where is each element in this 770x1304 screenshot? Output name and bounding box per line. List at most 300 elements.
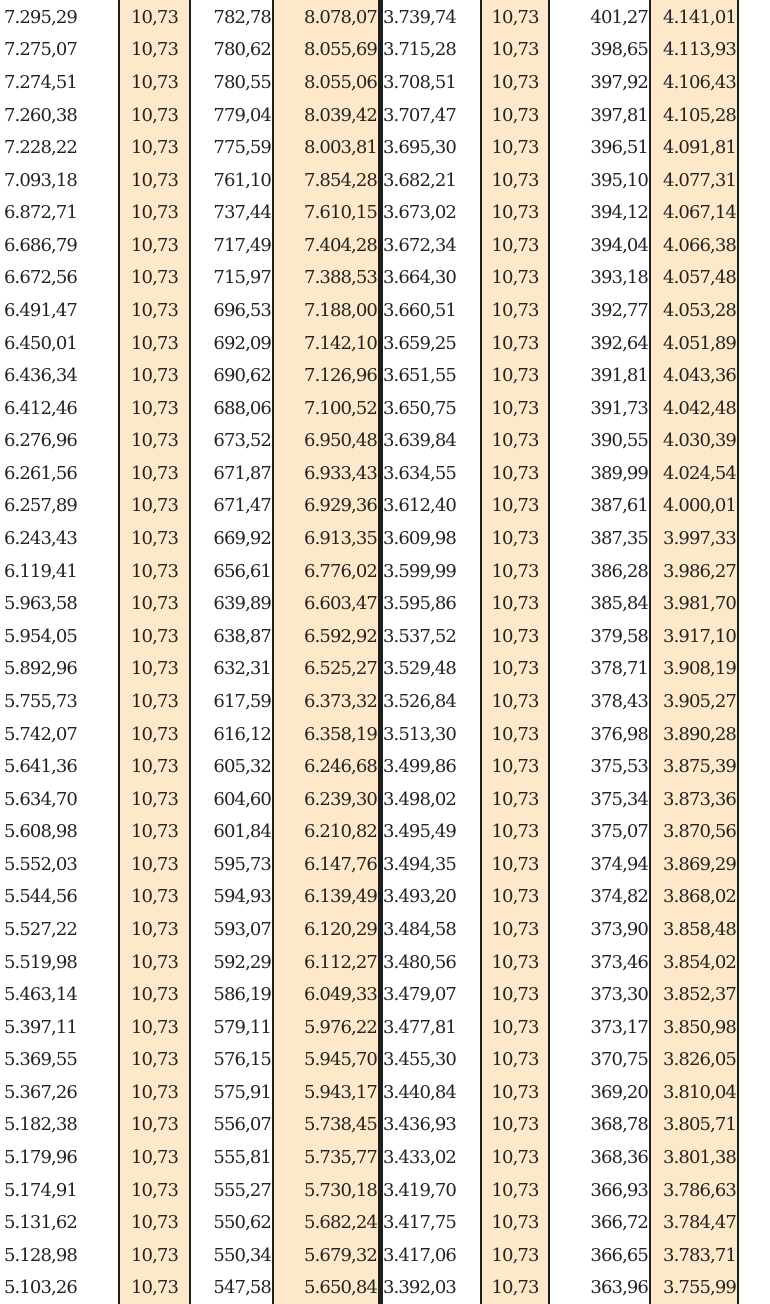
table-cell: 3.526,84	[383, 690, 456, 712]
table-cell: 10,73	[130, 658, 179, 680]
table-cell: 3.905,27	[663, 690, 736, 712]
column-divider	[649, 0, 651, 1304]
table-cell: 10,73	[130, 625, 179, 647]
table-row	[0, 815, 738, 848]
table-cell: 604,60	[213, 788, 271, 810]
table-cell: 3.650,75	[383, 397, 456, 419]
table-cell: 7.388,53	[304, 267, 377, 289]
table-cell: 3.917,10	[663, 625, 736, 647]
table-cell: 10,73	[491, 1016, 539, 1038]
table-cell: 4.113,93	[663, 39, 736, 61]
table-cell: 4.066,38	[663, 234, 736, 256]
table-cell: 10,73	[491, 1277, 539, 1299]
table-cell: 375,07	[590, 821, 648, 843]
table-cell: 3.826,05	[663, 1049, 736, 1071]
table-cell: 5.650,84	[304, 1277, 377, 1299]
table-cell: 3.870,56	[663, 821, 736, 843]
table-cell: 10,73	[491, 169, 539, 191]
table-cell: 10,73	[130, 560, 179, 582]
table-cell: 3.595,86	[383, 593, 456, 615]
table-cell: 555,27	[213, 1179, 271, 1201]
table-cell: 10,73	[130, 1212, 179, 1234]
table-cell: 10,73	[491, 1147, 539, 1169]
table-cell: 10,73	[130, 1277, 179, 1299]
table-cell: 3.480,56	[383, 951, 456, 973]
table-cell: 6.950,48	[304, 430, 377, 452]
table-cell: 397,81	[590, 104, 648, 126]
table-cell: 6.147,76	[304, 853, 377, 875]
table-cell: 5.369,55	[4, 1049, 77, 1071]
table-cell: 10,73	[130, 1147, 179, 1169]
table-cell: 391,81	[590, 365, 648, 387]
table-cell: 10,73	[491, 625, 539, 647]
table-row	[0, 164, 738, 197]
table-cell: 638,87	[213, 625, 271, 647]
table-cell: 6.120,29	[304, 918, 377, 940]
table-cell: 7.093,18	[4, 169, 77, 191]
table-cell: 3.537,52	[383, 625, 456, 647]
table-cell: 7.126,96	[304, 365, 377, 387]
table-cell: 717,49	[213, 234, 271, 256]
table-cell: 671,87	[213, 462, 271, 484]
table-cell: 3.639,84	[383, 430, 456, 452]
table-cell: 3.868,02	[663, 886, 736, 908]
table-cell: 3.392,03	[383, 1277, 456, 1299]
table-cell: 10,73	[130, 593, 179, 615]
table-cell: 3.651,55	[383, 365, 456, 387]
table-cell: 3.695,30	[383, 137, 456, 159]
column-divider	[272, 0, 274, 1304]
table-cell: 4.106,43	[663, 71, 736, 93]
table-cell: 8.055,06	[304, 71, 377, 93]
table-cell: 5.943,17	[304, 1081, 377, 1103]
table-cell: 10,73	[130, 430, 179, 452]
table-row	[0, 848, 738, 881]
table-cell: 374,82	[590, 886, 648, 908]
table-cell: 5.963,58	[4, 593, 77, 615]
table-cell: 555,81	[213, 1147, 271, 1169]
table-cell: 10,73	[130, 1244, 179, 1266]
table-cell: 370,75	[590, 1049, 648, 1071]
table-cell: 5.527,22	[4, 918, 77, 940]
table-cell: 10,73	[130, 1114, 179, 1136]
table-cell: 10,73	[130, 723, 179, 745]
table-cell: 4.141,01	[663, 6, 736, 28]
table-cell: 10,73	[130, 788, 179, 810]
table-cell: 373,46	[590, 951, 648, 973]
table-cell: 550,62	[213, 1212, 271, 1234]
table-cell: 6.776,02	[304, 560, 377, 582]
table-cell: 4.077,31	[663, 169, 736, 191]
table-row	[0, 783, 738, 816]
table-cell: 3.715,28	[383, 39, 456, 61]
group-divider-thick	[378, 0, 383, 1304]
table-cell: 7.404,28	[304, 234, 377, 256]
table-cell: 579,11	[213, 1016, 271, 1038]
table-cell: 6.491,47	[4, 299, 77, 321]
table-cell: 10,73	[491, 495, 539, 517]
table-row	[0, 978, 738, 1011]
table-cell: 374,94	[590, 853, 648, 875]
table-cell: 10,73	[130, 821, 179, 843]
table-cell: 576,15	[213, 1049, 271, 1071]
table-cell: 3.707,47	[383, 104, 456, 126]
table-cell: 7.610,15	[304, 202, 377, 224]
table-cell: 10,73	[130, 71, 179, 93]
table-row	[0, 359, 738, 392]
table-cell: 7.854,28	[304, 169, 377, 191]
table-cell: 6.672,56	[4, 267, 77, 289]
table-cell: 550,34	[213, 1244, 271, 1266]
table-cell: 10,73	[491, 886, 539, 908]
table-cell: 394,04	[590, 234, 648, 256]
table-cell: 5.179,96	[4, 1147, 77, 1169]
table-cell: 10,73	[130, 528, 179, 550]
table-cell: 3.981,70	[663, 593, 736, 615]
table-cell: 373,90	[590, 918, 648, 940]
table-cell: 3.612,40	[383, 495, 456, 517]
table-cell: 671,47	[213, 495, 271, 517]
table-cell: 5.738,45	[304, 1114, 377, 1136]
table-cell: 10,73	[130, 853, 179, 875]
table-cell: 10,73	[491, 397, 539, 419]
table-cell: 4.042,48	[663, 397, 736, 419]
table-row	[0, 1109, 738, 1142]
table-row	[0, 620, 738, 653]
table-cell: 3.417,75	[383, 1212, 456, 1234]
table-cell: 4.091,81	[663, 137, 736, 159]
table-cell: 10,73	[491, 202, 539, 224]
table-cell: 6.929,36	[304, 495, 377, 517]
table-cell: 5.103,26	[4, 1277, 77, 1299]
table-cell: 3.433,02	[383, 1147, 456, 1169]
table-cell: 373,17	[590, 1016, 648, 1038]
table-row	[0, 587, 738, 620]
table-cell: 3.873,36	[663, 788, 736, 810]
table-cell: 10,73	[491, 299, 539, 321]
table-cell: 10,73	[491, 528, 539, 550]
table-row	[0, 66, 738, 99]
table-row	[0, 457, 738, 490]
table-cell: 3.805,71	[663, 1114, 736, 1136]
table-cell: 6.436,34	[4, 365, 77, 387]
table-cell: 10,73	[130, 104, 179, 126]
table-cell: 692,09	[213, 332, 271, 354]
column-divider	[480, 0, 482, 1304]
table-cell: 6.276,96	[4, 430, 77, 452]
table-cell: 3.852,37	[663, 984, 736, 1006]
table-cell: 10,73	[130, 690, 179, 712]
table-cell: 10,73	[491, 560, 539, 582]
table-cell: 5.519,98	[4, 951, 77, 973]
table-cell: 673,52	[213, 430, 271, 452]
table-row	[0, 1272, 738, 1304]
table-cell: 376,98	[590, 723, 648, 745]
table-cell: 3.494,35	[383, 853, 456, 875]
table-cell: 3.495,49	[383, 821, 456, 843]
table-cell: 10,73	[491, 234, 539, 256]
table-cell: 6.373,32	[304, 690, 377, 712]
table-cell: 761,10	[213, 169, 271, 191]
table-cell: 10,73	[491, 788, 539, 810]
table-cell: 3.858,48	[663, 918, 736, 940]
table-cell: 10,73	[491, 984, 539, 1006]
table-cell: 369,20	[590, 1081, 648, 1103]
table-cell: 7.100,52	[304, 397, 377, 419]
table-row	[0, 229, 738, 262]
table-cell: 7.275,07	[4, 39, 77, 61]
table-cell: 10,73	[491, 951, 539, 973]
table-cell: 8.078,07	[304, 6, 377, 28]
table-cell: 3.513,30	[383, 723, 456, 745]
table-cell: 3.739,74	[383, 6, 456, 28]
table-cell: 3.417,06	[383, 1244, 456, 1266]
table-cell: 7.188,00	[304, 299, 377, 321]
table-cell: 8.055,69	[304, 39, 377, 61]
table-cell: 3.440,84	[383, 1081, 456, 1103]
table-cell: 390,55	[590, 430, 648, 452]
table-cell: 4.105,28	[663, 104, 736, 126]
table-cell: 3.755,99	[663, 1277, 736, 1299]
table-cell: 5.735,77	[304, 1147, 377, 1169]
table-cell: 617,59	[213, 690, 271, 712]
table-row	[0, 490, 738, 523]
table-cell: 556,07	[213, 1114, 271, 1136]
table-row	[0, 131, 738, 164]
table-cell: 586,19	[213, 984, 271, 1006]
table-cell: 780,62	[213, 39, 271, 61]
table-cell: 3.529,48	[383, 658, 456, 680]
table-row	[0, 522, 738, 555]
table-row	[0, 1044, 738, 1077]
table-cell: 10,73	[130, 6, 179, 28]
table-row	[0, 653, 738, 686]
table-cell: 5.544,56	[4, 886, 77, 908]
table-row	[0, 555, 738, 588]
table-cell: 396,51	[590, 137, 648, 159]
table-cell: 366,65	[590, 1244, 648, 1266]
table-cell: 10,73	[491, 462, 539, 484]
table-cell: 616,12	[213, 723, 271, 745]
table-cell: 389,99	[590, 462, 648, 484]
table-cell: 10,73	[130, 918, 179, 940]
table-cell: 3.783,71	[663, 1244, 736, 1266]
table-cell: 10,73	[130, 202, 179, 224]
table-cell: 10,73	[130, 984, 179, 1006]
table-cell: 601,84	[213, 821, 271, 843]
table-cell: 7.228,22	[4, 137, 77, 159]
table-cell: 6.239,30	[304, 788, 377, 810]
table-cell: 10,73	[491, 1081, 539, 1103]
table-cell: 368,78	[590, 1114, 648, 1136]
table-cell: 3.673,02	[383, 202, 456, 224]
table-row	[0, 1141, 738, 1174]
column-divider	[189, 0, 191, 1304]
table-cell: 10,73	[491, 430, 539, 452]
table-cell: 10,73	[130, 39, 179, 61]
table-cell: 669,92	[213, 528, 271, 550]
table-cell: 6.686,79	[4, 234, 77, 256]
table-cell: 3.455,30	[383, 1049, 456, 1071]
table-cell: 385,84	[590, 593, 648, 615]
table-cell: 10,73	[130, 1179, 179, 1201]
table-cell: 3.875,39	[663, 756, 736, 778]
table-cell: 690,62	[213, 365, 271, 387]
table-cell: 3.493,20	[383, 886, 456, 908]
table-cell: 5.730,18	[304, 1179, 377, 1201]
table-cell: 375,34	[590, 788, 648, 810]
table-cell: 3.869,29	[663, 853, 736, 875]
table-cell: 6.913,35	[304, 528, 377, 550]
table-cell: 6.049,33	[304, 984, 377, 1006]
table-cell: 3.479,07	[383, 984, 456, 1006]
table-cell: 4.043,36	[663, 365, 736, 387]
column-divider	[737, 0, 739, 1304]
table-cell: 5.954,05	[4, 625, 77, 647]
table-cell: 5.679,32	[304, 1244, 377, 1266]
table-cell: 10,73	[130, 951, 179, 973]
table-cell: 7.260,38	[4, 104, 77, 126]
table-cell: 10,73	[491, 6, 539, 28]
table-cell: 6.872,71	[4, 202, 77, 224]
table-cell: 10,73	[130, 495, 179, 517]
table-cell: 394,12	[590, 202, 648, 224]
table-cell: 8.003,81	[304, 137, 377, 159]
table-cell: 10,73	[491, 267, 539, 289]
table-cell: 6.358,19	[304, 723, 377, 745]
table-cell: 373,30	[590, 984, 648, 1006]
column-divider	[118, 0, 120, 1304]
table-cell: 10,73	[491, 690, 539, 712]
table-cell: 6.525,27	[304, 658, 377, 680]
table-row	[0, 392, 738, 425]
table-cell: 4.051,89	[663, 332, 736, 354]
table-cell: 10,73	[130, 462, 179, 484]
table-cell: 378,43	[590, 690, 648, 712]
table-cell: 386,28	[590, 560, 648, 582]
table-row	[0, 262, 738, 295]
table-cell: 594,93	[213, 886, 271, 908]
table-cell: 6.246,68	[304, 756, 377, 778]
table-cell: 387,35	[590, 528, 648, 550]
table-row	[0, 294, 738, 327]
table-cell: 5.131,62	[4, 1212, 77, 1234]
table-cell: 6.210,82	[304, 821, 377, 843]
table-cell: 5.397,11	[4, 1016, 77, 1038]
table-cell: 366,72	[590, 1212, 648, 1234]
table-cell: 393,18	[590, 267, 648, 289]
table-cell: 10,73	[491, 365, 539, 387]
table-cell: 547,58	[213, 1277, 271, 1299]
table-cell: 10,73	[491, 723, 539, 745]
table-cell: 6.412,46	[4, 397, 77, 419]
table-cell: 715,97	[213, 267, 271, 289]
table-cell: 639,89	[213, 593, 271, 615]
table-row	[0, 1206, 738, 1239]
table-cell: 10,73	[491, 39, 539, 61]
table-cell: 5.742,07	[4, 723, 77, 745]
table-cell: 6.933,43	[304, 462, 377, 484]
table-row	[0, 327, 738, 360]
table-row	[0, 1239, 738, 1272]
table-cell: 696,53	[213, 299, 271, 321]
table-row	[0, 946, 738, 979]
table-cell: 575,91	[213, 1081, 271, 1103]
table-row	[0, 718, 738, 751]
table-row	[0, 1, 738, 34]
table-cell: 5.182,38	[4, 1114, 77, 1136]
table-row	[0, 1011, 738, 1044]
table-cell: 379,58	[590, 625, 648, 647]
table-cell: 10,73	[130, 1049, 179, 1071]
table-cell: 5.945,70	[304, 1049, 377, 1071]
table-cell: 5.608,98	[4, 821, 77, 843]
table-cell: 10,73	[491, 104, 539, 126]
table-cell: 4.053,28	[663, 299, 736, 321]
table-cell: 3.599,99	[383, 560, 456, 582]
table-cell: 5.174,91	[4, 1179, 77, 1201]
table-cell: 688,06	[213, 397, 271, 419]
table-cell: 10,73	[130, 137, 179, 159]
table-row	[0, 881, 738, 914]
table-cell: 632,31	[213, 658, 271, 680]
table-cell: 3.682,21	[383, 169, 456, 191]
table-cell: 397,92	[590, 71, 648, 93]
table-cell: 10,73	[130, 365, 179, 387]
table-cell: 10,73	[491, 821, 539, 843]
table-cell: 10,73	[130, 1081, 179, 1103]
table-cell: 3.609,98	[383, 528, 456, 550]
table-cell: 6.603,47	[304, 593, 377, 615]
table-cell: 3.784,47	[663, 1212, 736, 1234]
table-cell: 4.024,54	[663, 462, 736, 484]
table-cell: 10,73	[130, 397, 179, 419]
table-cell: 7.142,10	[304, 332, 377, 354]
table-cell: 387,61	[590, 495, 648, 517]
table-cell: 10,73	[491, 1049, 539, 1071]
table-cell: 5.976,22	[304, 1016, 377, 1038]
table-cell: 10,73	[130, 332, 179, 354]
table-cell: 10,73	[130, 267, 179, 289]
table-cell: 395,10	[590, 169, 648, 191]
table-cell: 3.810,04	[663, 1081, 736, 1103]
table-cell: 4.067,14	[663, 202, 736, 224]
table-cell: 6.261,56	[4, 462, 77, 484]
table-cell: 3.419,70	[383, 1179, 456, 1201]
table-row	[0, 685, 738, 718]
table-row	[0, 1076, 738, 1109]
table-cell: 10,73	[491, 853, 539, 875]
table-cell: 10,73	[130, 234, 179, 256]
table-cell: 6.243,43	[4, 528, 77, 550]
table-row	[0, 913, 738, 946]
table-cell: 6.119,41	[4, 560, 77, 582]
table-cell: 398,65	[590, 39, 648, 61]
table-cell: 605,32	[213, 756, 271, 778]
table-cell: 6.450,01	[4, 332, 77, 354]
table-cell: 10,73	[491, 1212, 539, 1234]
table-cell: 363,96	[590, 1277, 648, 1299]
table-cell: 595,73	[213, 853, 271, 875]
table-cell: 10,73	[130, 169, 179, 191]
table-cell: 3.634,55	[383, 462, 456, 484]
table-row	[0, 34, 738, 67]
table-body	[0, 1, 738, 1304]
table-cell: 7.295,29	[4, 6, 77, 28]
table-cell: 3.986,27	[663, 560, 736, 582]
table-cell: 10,73	[491, 1114, 539, 1136]
table-cell: 10,73	[491, 658, 539, 680]
